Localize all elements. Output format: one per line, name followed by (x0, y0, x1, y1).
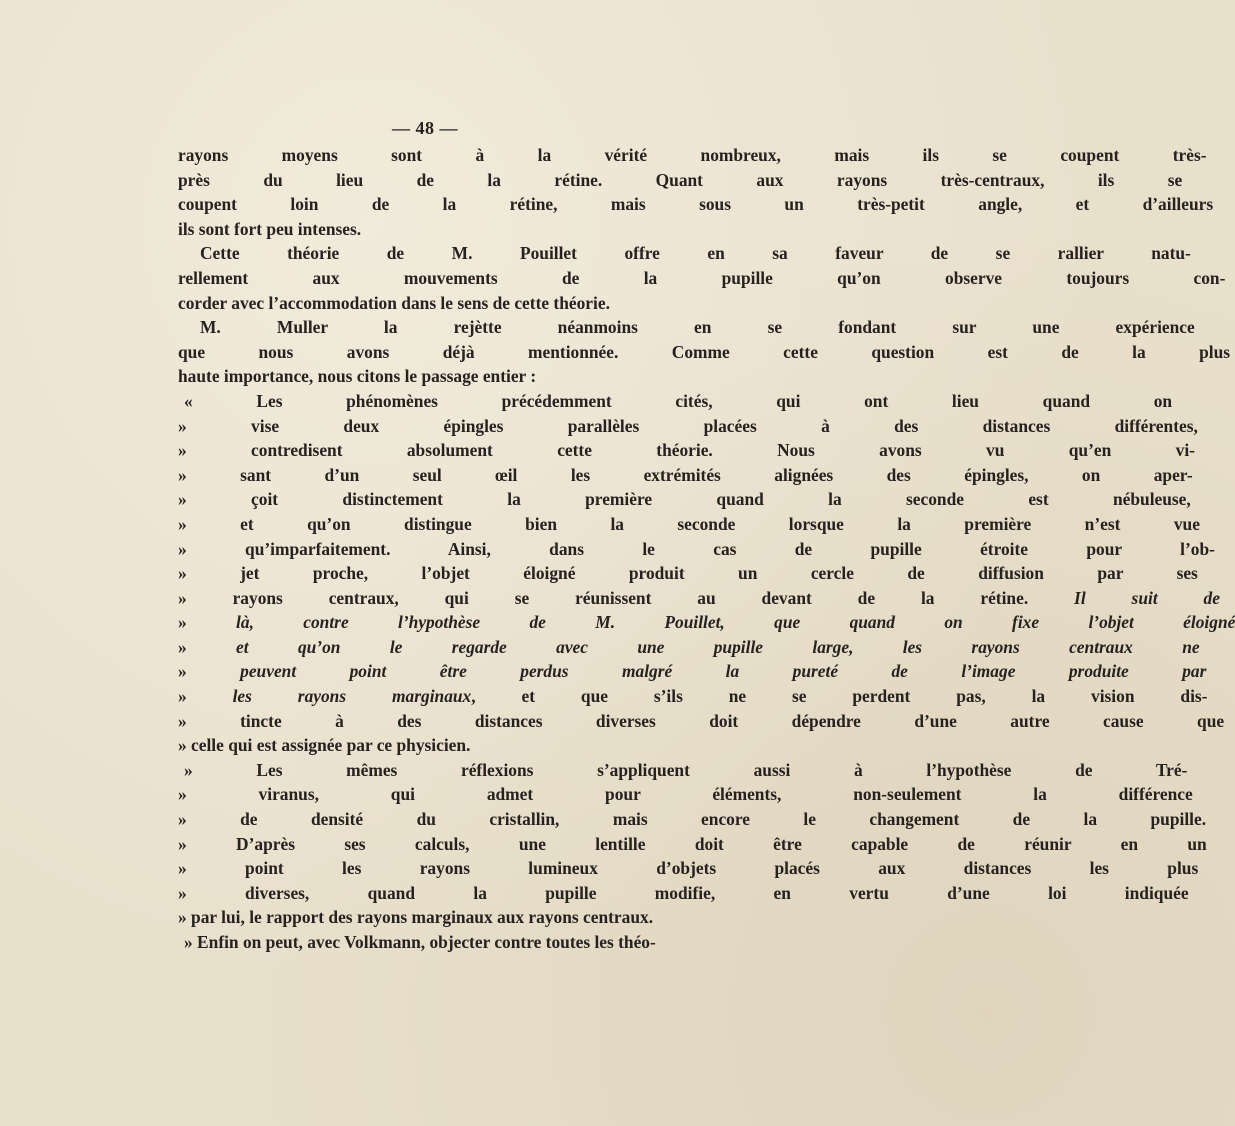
text-line (178, 168, 1183, 193)
line-text: corder avec l’accommodation dans le sens de cette théorie. (178, 292, 610, 313)
text-line (178, 340, 1231, 365)
text-line (178, 143, 1207, 168)
text-line (178, 463, 1193, 488)
line-text: » tincte à des distances diverses doit dépendre d’une autre cause que (178, 710, 1225, 731)
text-line (178, 364, 718, 389)
text-line (178, 709, 1225, 734)
text-line (178, 930, 718, 955)
text-line (178, 758, 1188, 783)
text-line (178, 832, 1207, 857)
line-text: » (178, 686, 233, 707)
text-line (178, 315, 1195, 340)
line-text: » et qu’on distingue bien la seconde lorsque la première n’est vue (178, 513, 1200, 534)
italic-text: Il suit de (1028, 587, 1220, 608)
line-text-after: , et que s’ils ne se perdent pas, la vision dis- (471, 686, 1208, 707)
line-text: » çoit distinctement la première quand la seconde est nébuleuse, (178, 489, 1191, 510)
text-line (178, 586, 1220, 611)
line-text: » rayons centraux, qui se réunissent au devant de la rétine. (178, 587, 1029, 608)
italic-text: peuvent point être perdus malgré la pureté de l’image produite par (240, 661, 1207, 682)
line-text: » celle qui est assignée par ce physicien. (178, 735, 471, 756)
line-text: » (178, 612, 237, 633)
text-line (178, 291, 718, 316)
text-line (178, 561, 1198, 586)
text-line (178, 807, 1207, 832)
line-text: que nous avons déjà mentionnée. Comme cette question est de la plus (178, 341, 1231, 362)
text-line (178, 414, 1198, 439)
text-line (178, 635, 1200, 660)
text-line (178, 881, 1189, 906)
line-text: » viranus, qui admet pour éléments, non-seulement la différence (178, 784, 1193, 805)
page-number: — 48 — (392, 118, 458, 138)
line-text: » de densité du cristallin, mais encore le changement de la pupille. (178, 809, 1207, 830)
line-text: ils sont fort peu intenses. (178, 218, 362, 239)
text-line (178, 266, 1226, 291)
line-text: » contredisent absolument cette théorie. Nous avons vu qu’en vi- (178, 440, 1195, 461)
line-text: près du lieu de la rétine. Quant aux rayons très-centraux, ils se (178, 169, 1183, 190)
line-text: » point les rayons lumineux d’objets placés aux distances les plus (178, 858, 1199, 879)
line-text: » D’après ses calculs, une lentille doit être capable de réunir en un (178, 833, 1207, 854)
text-line (178, 856, 1199, 881)
line-text: haute importance, nous citons le passage entier : (178, 366, 537, 387)
text-line (178, 438, 1195, 463)
italic-text: et qu’on le regarde avec une pupille large, les rayons centraux ne (236, 636, 1200, 657)
line-text: rayons moyens sont à la vérité nombreux, mais ils se coupent très- (178, 145, 1207, 165)
line-text: » Enfin on peut, avec Volkmann, objecter contre toutes les théo- (184, 932, 656, 952)
text-line (178, 905, 718, 930)
text-line (178, 487, 1191, 512)
line-text: rellement aux mouvements de la pupille qu’on observe toujours con- (178, 267, 1226, 288)
line-text: » diverses, quand la pupille modifie, en vertu d’une loi indiquée (178, 882, 1189, 903)
italic-text: là, contre l’hypothèse de M. Pouillet, que quand on fixe l’objet éloigné (236, 612, 1235, 633)
line-text: » jet proche, l’objet éloigné produit un cercle de diffusion par ses (178, 563, 1198, 584)
line-text: Cette théorie de M. Pouillet offre en sa faveur de se rallier natu- (200, 243, 1191, 264)
text-line (178, 512, 1200, 537)
line-text: » sant d’un seul œil les extrémités alignées des épingles, on aper- (178, 464, 1193, 485)
text-line (178, 241, 1191, 266)
text-line (178, 782, 1193, 807)
text-line (178, 610, 1235, 635)
text-line (178, 733, 718, 758)
line-text: » (178, 661, 241, 682)
line-text: » vise deux épingles parallèles placées à des distances différentes, (178, 415, 1198, 436)
text-line (178, 684, 1208, 709)
line-text: » qu’imparfaitement. Ainsi, dans le cas de pupille étroite pour l’ob- (178, 538, 1215, 559)
line-text: » par lui, le rapport des rayons marginaux aux rayons centraux. (178, 907, 654, 928)
line-text: coupent loin de la rétine, mais sous un très-petit angle, et d’ailleurs (178, 194, 1214, 215)
line-text: M. Muller la rejètte néanmoins en se fondant sur une expérience (200, 317, 1195, 338)
text-line (178, 537, 1215, 562)
text-line (178, 389, 1173, 414)
text-line (178, 659, 1207, 684)
text-line (178, 217, 718, 242)
line-text: « Les phénomènes précédemment cités, qui ont lieu quand on (184, 390, 1173, 411)
italic-text: les rayons marginaux (232, 686, 472, 707)
text-line (178, 192, 1214, 217)
line-text: » Les mêmes réflexions s’appliquent aussi à l’hypothèse de Tré- (184, 759, 1188, 780)
body-text (178, 143, 1235, 955)
line-text: » (178, 636, 237, 657)
